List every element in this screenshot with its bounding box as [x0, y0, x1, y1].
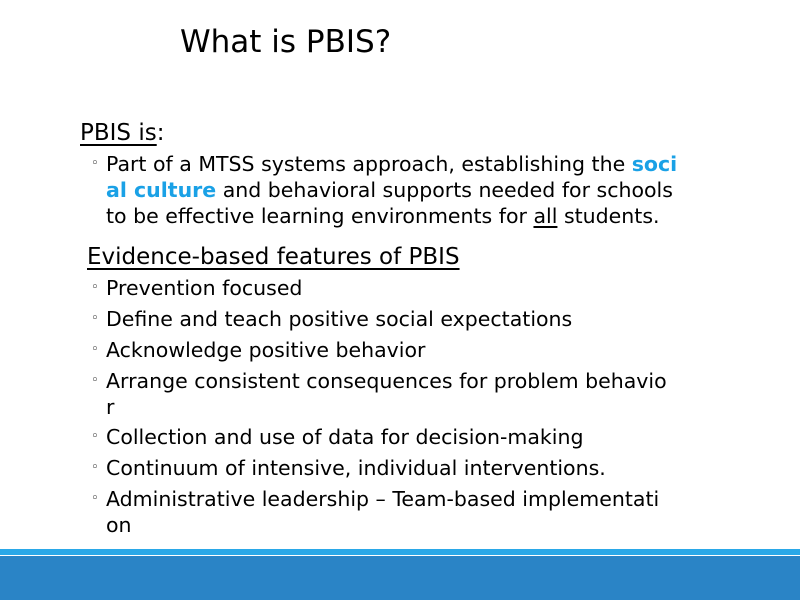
bullet-marker-icon: ◦: [91, 156, 99, 171]
footer-accent-line: [0, 549, 800, 555]
feature-bullet: [91, 368, 711, 420]
bullet-marker-icon: ◦: [91, 342, 99, 357]
feature-bullet: [91, 486, 711, 538]
bullet-text-wrap: r: [106, 395, 115, 419]
section-heading-evidence: [87, 242, 460, 272]
bullet-text: Prevention focused: [106, 276, 303, 300]
text: students.: [557, 204, 660, 228]
bullet-marker-icon: ◦: [91, 373, 99, 388]
highlight-text: al culture: [106, 178, 217, 202]
feature-bullet: [91, 455, 711, 481]
text: and behavioral supports needed for schools: [216, 178, 673, 202]
bullet-text: Collection and use of data for decision-making: [106, 425, 584, 449]
feature-bullet: [91, 337, 711, 363]
bullet-line-2: [91, 177, 711, 203]
bullet-marker-icon: ◦: [91, 460, 99, 475]
bullet-text: Acknowledge positive behavior: [106, 338, 426, 362]
bullet-marker-icon: ◦: [91, 280, 99, 295]
bullet-text: Continuum of intensive, individual interventions.: [106, 456, 606, 480]
bullet-line-3: [91, 203, 711, 229]
feature-bullet: [91, 275, 711, 301]
bullet-line-1: [91, 151, 711, 177]
text: to be effective learning environments for: [106, 204, 534, 228]
footer-bar: [0, 556, 800, 600]
bullet-marker-icon: ◦: [91, 429, 99, 444]
heading-text: PBIS is: [80, 120, 157, 146]
bullet-text-wrap: on: [106, 513, 132, 537]
feature-bullet: [91, 306, 711, 332]
heading-colon: :: [156, 120, 165, 146]
heading-text: Evidence-based features of PBIS: [87, 244, 460, 270]
bullet-text: Define and teach positive social expectations: [106, 307, 573, 331]
bullet-text: Administrative leadership – Team-based implementati: [106, 487, 660, 511]
definition-bullet: [91, 151, 711, 229]
section-heading-pbis-is: [80, 118, 164, 148]
slide-title: What is PBIS?: [180, 24, 392, 60]
underlined-text: all: [533, 204, 558, 228]
highlight-text: soci: [631, 152, 678, 176]
feature-bullet: [91, 424, 711, 450]
bullet-marker-icon: ◦: [91, 311, 99, 326]
bullet-marker-icon: ◦: [91, 491, 99, 506]
bullet-text: Arrange consistent consequences for problem behavio: [106, 369, 667, 393]
text: Part of a MTSS systems approach, establishing the: [106, 152, 632, 176]
